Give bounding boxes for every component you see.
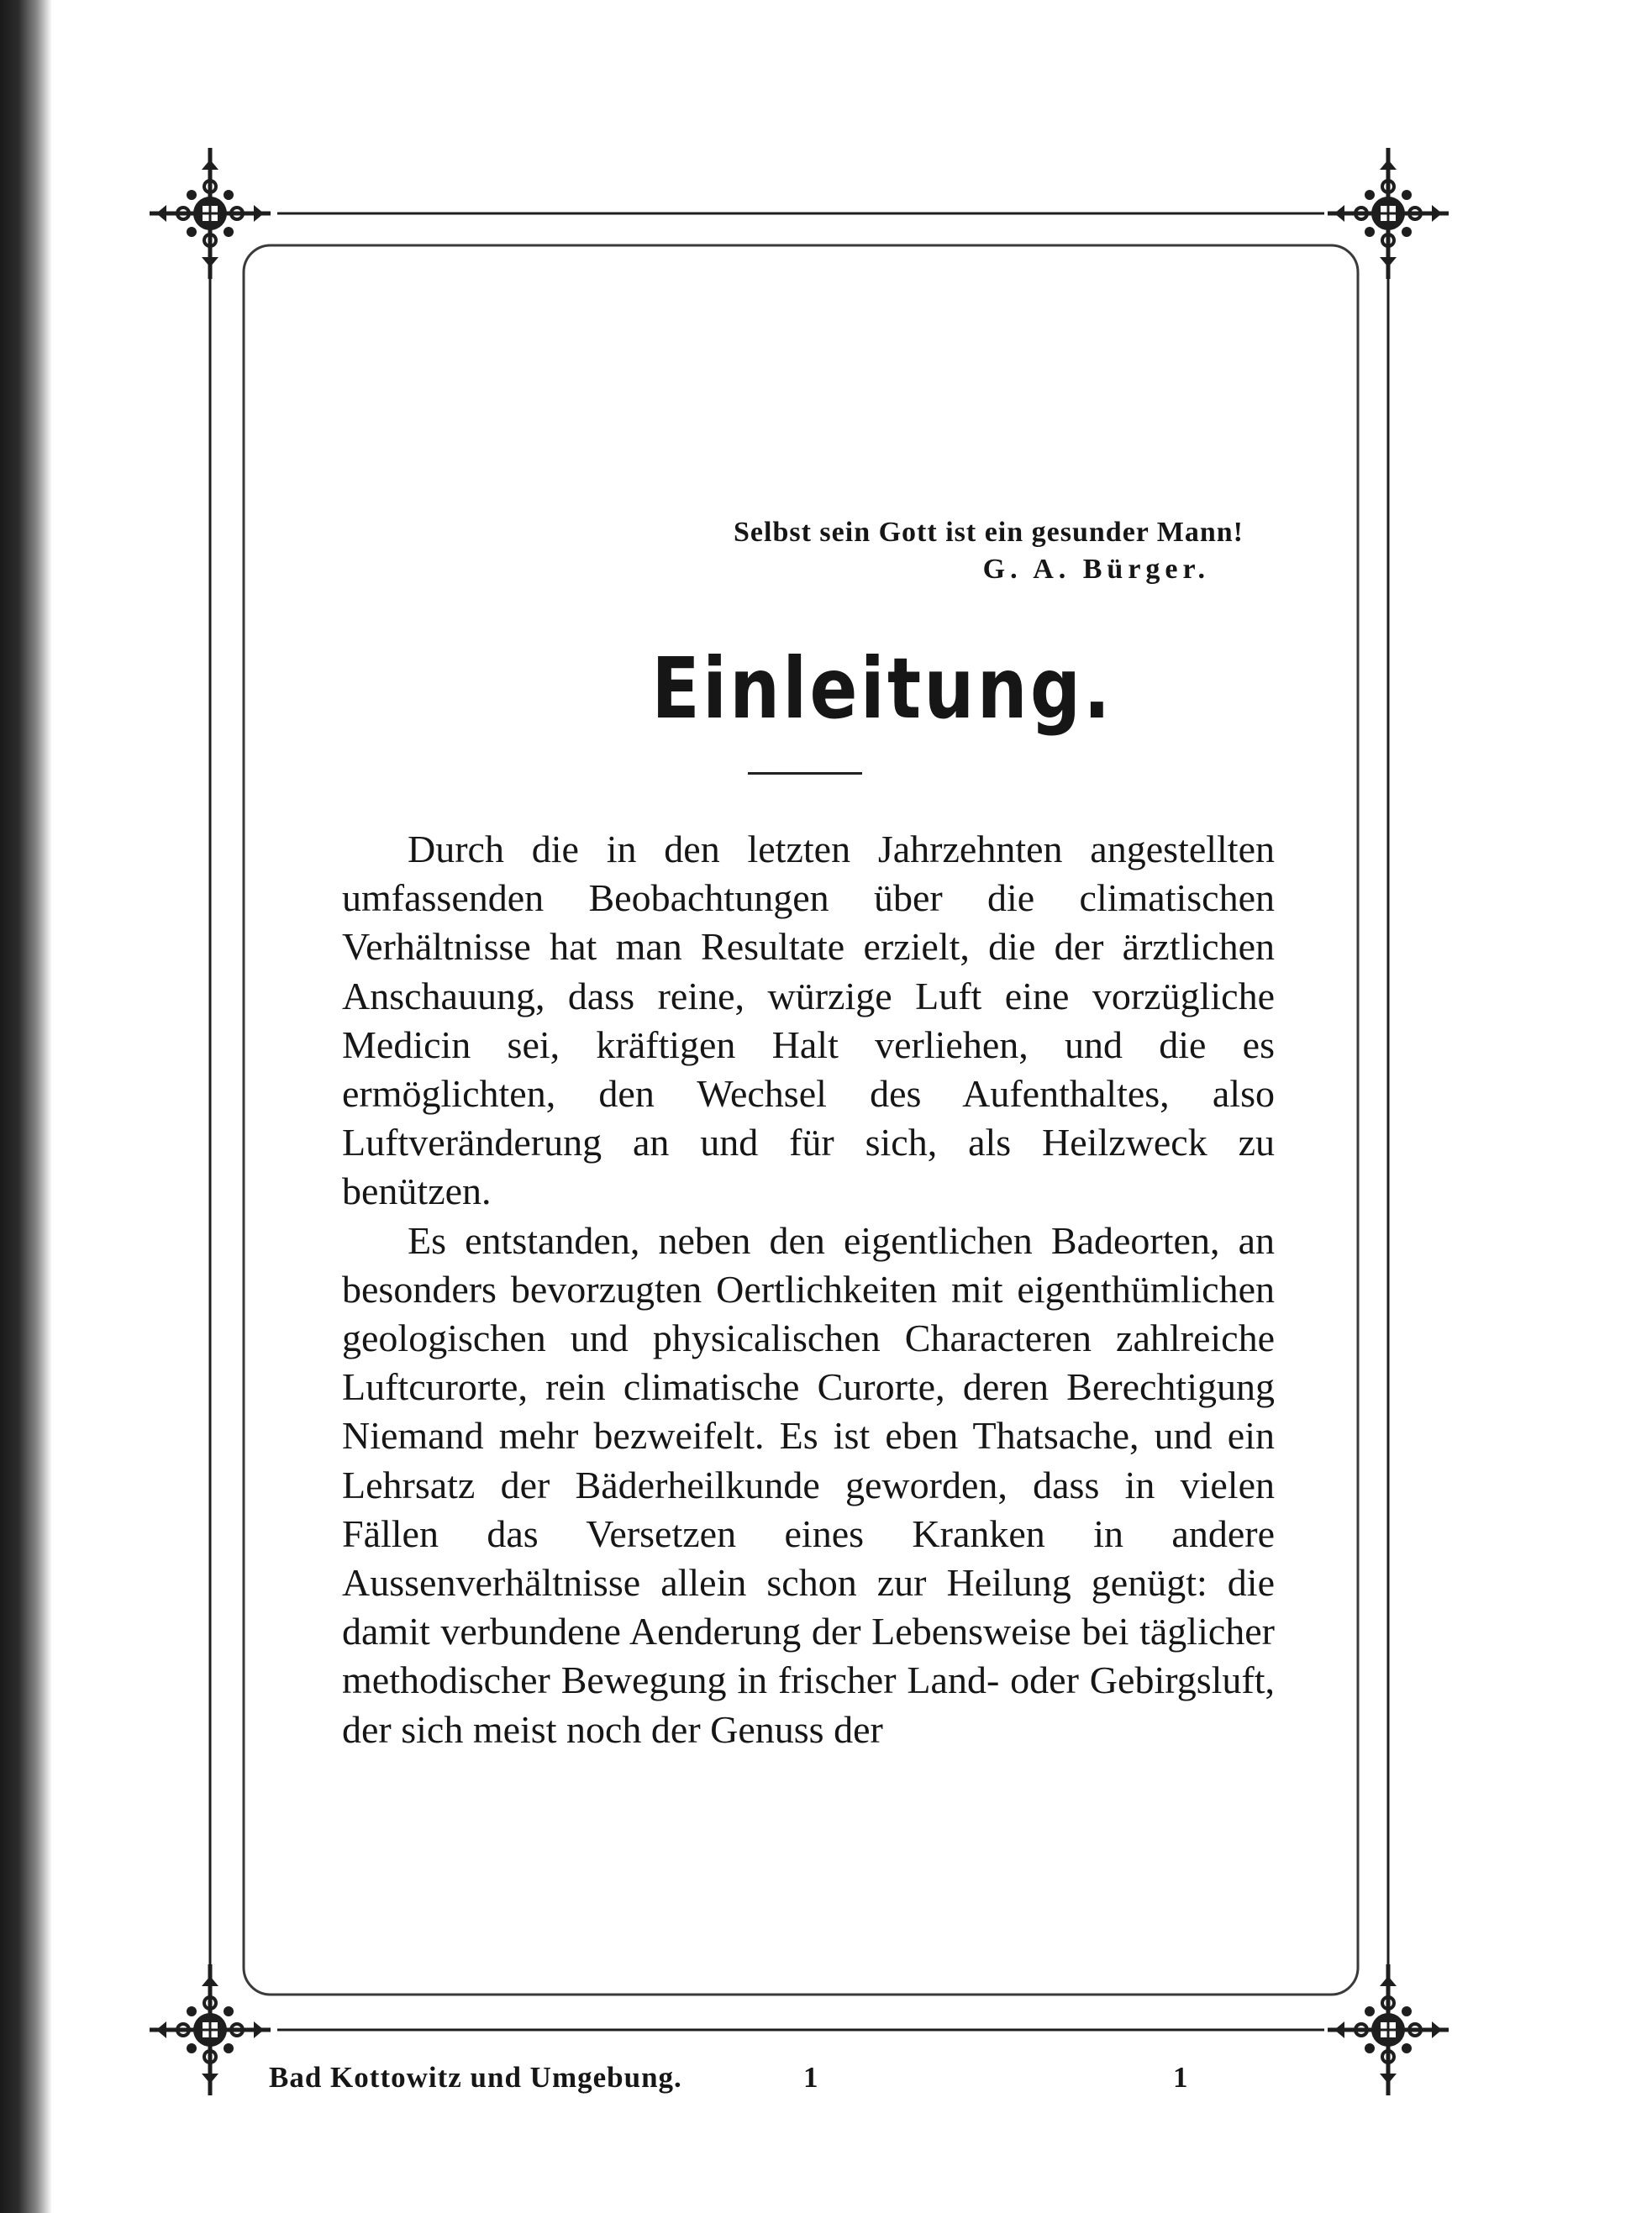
paragraph: Durch die in den letzten Jahrzehnten angestellten umfassenden Beobachtungen über die climatischen Verhältnisse hat man Resultate erzielt, die der ärztlichen Anschauung, dass reine, würzige Luft eine vorzügliche Medicin sei, kräftigen Halt verliehen, und die es ermöglichten, den Wechsel des Aufenthaltes, also Luftveränderung an und für sich, als Heilzweck zu benützen.: [342, 828, 1275, 1213]
title-divider: [748, 772, 862, 775]
running-title: Bad Kottowitz und Umgebung.: [269, 2061, 682, 2094]
epigraph-author: G. A. Bürger.: [982, 554, 1210, 585]
page-footer: [269, 2061, 1218, 2103]
signature-mark: 1: [803, 2061, 818, 2094]
paragraph: Es entstanden, neben den eigentlichen Badeorten, an besonders bevorzugten Oertlichkeiten mit eigenthümlichen geologischen und physicalischen Characteren zahlreiche Luftcurorte, rein climatische Curorte, deren Berechtigung Niemand mehr bezweifelt. Es ist eben Thatsache, und ein Lehrsatz der Bäderheilkunde geworden, dass in vielen Fällen das Versetzen eines Kranken in andere Aussenverhältnisse allein schon zur Heilung genügt: die damit verbundene Aenderung der Lebensweise bei täglicher methodischer Bewegung in frischer Land- oder Gebirgsluft, der sich meist noch der Genuss der: [342, 1218, 1275, 1751]
body-text: [342, 825, 1275, 1754]
epigraph-quote: Selbst sein Gott ist ein gesunder Mann!: [734, 517, 1244, 548]
chapter-title: Einleitung.: [651, 639, 1113, 738]
page-number: 1: [1173, 2061, 1188, 2094]
